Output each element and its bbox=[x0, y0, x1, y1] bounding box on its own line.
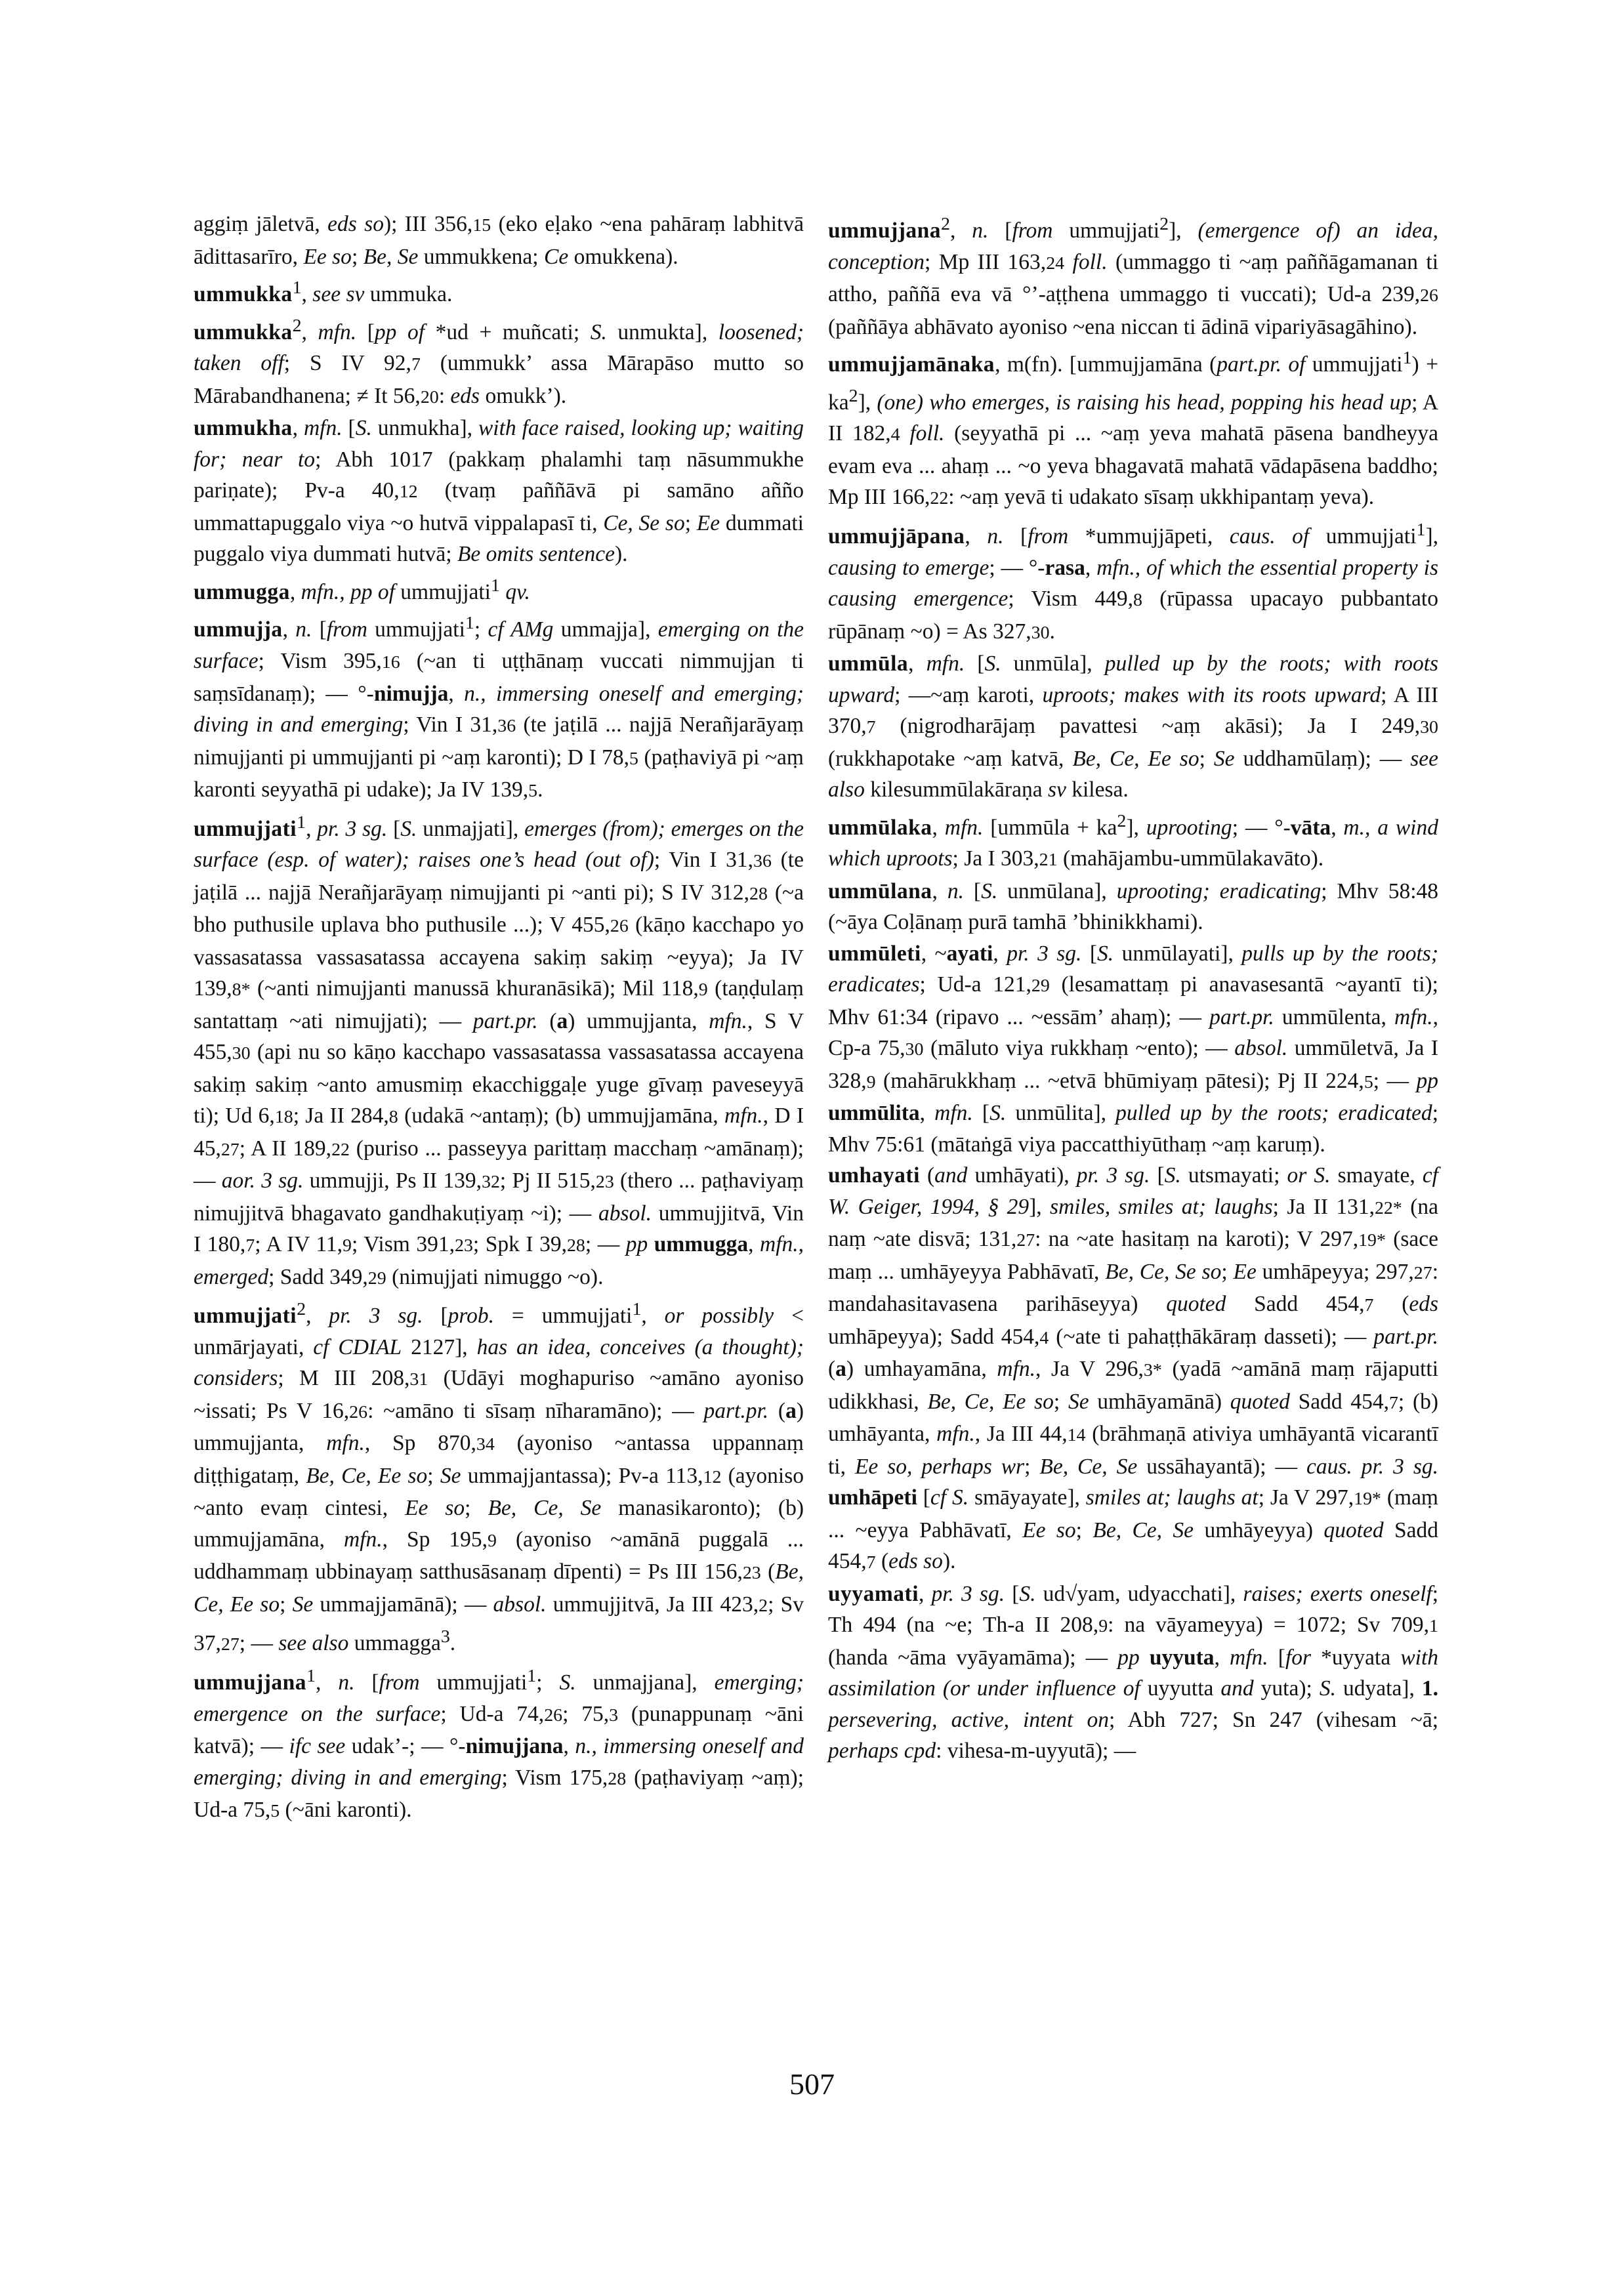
dictionary-entry: ummujjati$^2$, pr. 3 sg. [prob. = ummujjati$^1$, or possibly < unmārjayati, cf CDIAL 2127], has an idea, conceives (a thought); considers; M III 208,31 (Udāyi moghapuriso ~amāno ayoniso ~issati; Ps V 16,26: ~amāno ti sīsaṃ nīharamāno); — part.pr. (a) ummujjanta, mfn., Sp 870,34 (ayoniso ~antassa uppannaṃ diṭṭhigataṃ, Be, Ce, Ee so; Se ummajjantassa); Pv-a 113,12 (ayoniso ~anto evaṃ cintesi, Ee so; Be, Ce, Se manasikaronto); (b) ummujjamāna, mfn., Sp 195,9 (ayoniso ~amānā puggalā ... uddhammaṃ ubbinayaṃ satthusāsanaṃ dīpenti) = Ps III 156,23 (Be, Ce, Ee so; Se ummajjamānā); — absol. ummujjitvā, Ja III 423,2; Sv 37,27; — see also ummagga$^3$. bbox=[194, 1299, 804, 1656]
right-column bbox=[828, 209, 1438, 1767]
dictionary-entry: ummujjati$^1$, pr. 3 sg. [S. unmajjati], emerges (from); emerges on the surface (esp. of water); raises one’s head (out of); Vin I 31,36 (te jaṭilā ... najjā Nerañjarāyaṃ nimujjanti pi ~anti pi); S IV 312,28 (~a bho puthusile uplava bho puthusile ...); V 455,26 (kāṇo kacchapo yo vassasatassa vassasatassa accayena sakiṃ sakiṃ ~eyya); Ja IV 139,8* (~anti nimujjanti manussā khuranāsikā); Mil 118,9 (taṇḍulaṃ santattaṃ ~ati nimujjati); — part.pr. (a) ummujjanta, mfn., S V 455,30 (api nu so kāṇo kacchapo vassasatassa vassasatassa accayena sakiṃ sakiṃ ~anto amusmiṃ ekacchiggaḷe yuge gīvaṃ paveseyyā ti); Ud 6,18; Ja II 284,8 (udakā ~antaṃ); (b) ummujjamāna, mfn., D I 45,27; A II 189,22 (puriso ... passeyya parittaṃ macchaṃ ~amānaṃ); — aor. 3 sg. ummujji, Ps II 139,32; Pj II 515,23 (thero ... paṭhaviyaṃ nimujjitvā bhagavato gandhakuṭiyaṃ ~i); — absol. ummujjitvā, Vin I 180,7; A IV 11,9; Vism 391,23; Spk I 39,28; — pp ummugga, mfn., emerged; Sadd 349,29 (nimujjati nimuggo ~o). bbox=[194, 812, 804, 1289]
dictionary-entry: ummukha, mfn. [S. unmukha], with face raised, looking up; waiting for; near to; Abh 1017 (pakkaṃ phalamhi taṃ nāsummukhe pariṇate); Pv-a 40,12 (tvaṃ paññāvā pi samāno añño ummattapuggalo viya ~o hutvā vippalapasī ti, Ce, Se so; Ee dummati puggalo viya dummati hutvā; Be omits sentence). bbox=[194, 416, 804, 567]
dictionary-entry: ummūleti, ~ayati, pr. 3 sg. [S. unmūlayati], pulls up by the roots; eradicates; Ud-a 121,29 (lesamattaṃ pi anavasesantā ~ayantī ti); Mhv 61:34 (ripavo ... ~essām’ ahaṃ); — part.pr. ummūlenta, mfn., Cp-a 75,30 (māluto viya rukkhaṃ ~ento); — absol. ummūletvā, Ja I 328,9 (mahārukkhaṃ ... ~etvā bhūmiyaṃ pātesi); Pj II 224,5; — pp ummūlita, mfn. [S. unmūlita], pulled up by the roots; eradicated; Mhv 75:61 (mātaṅgā viya paccatthiyūthaṃ ~aṃ karuṃ). bbox=[828, 941, 1439, 1157]
left-column bbox=[194, 209, 804, 1827]
dictionary-entry: ummujja, n. [from ummujjati$^1$; cf AMg ummajja], emerging on the surface; Vism 395,16 (~an ti uṭṭhānaṃ vuccati nimmujjan ti saṃsīdanaṃ); — °-nimujja, n., immersing oneself and emerging; diving in and emerging; Vin I 31,36 (te jaṭilā ... najjā Nerañjarāyaṃ nimujjanti pi ummujjanti pi ~aṃ karonti); D I 78,5 (paṭhaviyā pi ~aṃ karonti seyyathā pi udake); Ja IV 139,5. bbox=[194, 613, 804, 802]
dictionary-entry: uyyamati, pr. 3 sg. [S. ud√yam, udyacchati], raises; exerts oneself; Th 494 (na ~e; Th-a II 208,9: na vāyameyya) = 1072; Sv 709,1 (handa ~āma vyāyamāma); — pp uyyuta, mfn. [for *uyyata with assimilation (or under influence of uyyutta and yuta); S. udyata], 1. persevering, active, intent on; Abh 727; Sn 247 (vihesam ~ā; perhaps cpd: vihesa-m-uyyutā); — bbox=[828, 1581, 1439, 1764]
dictionary-entry: ummūla, mfn. [S. unmūla], pulled up by the roots; with roots upward; —~aṃ karoti, uproots; makes with its roots upward; A III 370,7 (nigrodharājaṃ pavattesi ~aṃ akāsi); Ja I 249,30 (rukkhapotake ~aṃ katvā, Be, Ce, Ee so; Se uddhamūlaṃ); — see also kilesummūlakāraṇa sv kilesa. bbox=[828, 651, 1439, 802]
dictionary-entry: ummugga, mfn., pp of ummujjati$^1$ qv. bbox=[194, 575, 530, 604]
dictionary-entry: ummujjana$^2$, n. [from ummujjati$^2$], (emergence of) an idea, conception; Mp III 163,24 foll. (ummaggo ti ~aṃ paññāgamanan ti attho, paññā eva vā °’-aṭṭhena ummaggo ti vuccati); Ud-a 239,26 (paññāya abhāvato ayoniso ~ena niccan ti ādinā vipariyāsagāhino). bbox=[828, 214, 1438, 339]
dictionary-entry: ummujjamānaka, m(fn). [ummujjamāna (part.pr. of ummujjati$^1$) + $ka^2$], (one) who emerges, is raising his head, popping his head up; A II 182,4 foll. (seyyathā pi ... ~aṃ yeva mahatā pāsena bandheyya evam eva ... ahaṃ ... ~o yeva bhagavatā mahatā vādapāsena baddho; Mp III 166,22: ~aṃ yevā ti udakato sīsaṃ ukkhipantaṃ yeva). bbox=[828, 348, 1439, 510]
page-number: 507 bbox=[789, 2067, 835, 2101]
dictionary-entry: umhayati (and umhāyati), pr. 3 sg. [S. utsmayati; or S. smayate, cf W. Geiger, 1994, § 29], smiles, smiles at; laughs; Ja II 131,22* (na naṃ ~ate disvā; 131,27: na ~ate hasitaṃ na karoti); V 297,19* (sace maṃ ... umhāyeyya Pabhāvatī, Be, Ce, Se so; Ee umhāpeyya; 297,27: mandahasitavasena parihāseyya) quoted Sadd 454,7 (eds umhāpeyya); Sadd 454,4 (~ate ti pahaṭṭhākāraṃ dasseti); — part.pr. (a) umhayamāna, mfn., Ja V 296,3* (yadā ~amānā maṃ rājaputti udikkhasi, Be, Ce, Ee so; Se umhāyamānā) quoted Sadd 454,7; (b) umhāyanta, mfn., Ja III 44,14 (brāhmaṇā ativiya umhāyantā vicarantī ti, Ee so, perhaps wr; Be, Ce, Se ussāhayantā); — caus. pr. 3 sg. umhāpeti [cf S. smāyayate], smiles at; laughs at; Ja V 297,19* (maṃ ... ~eyya Pabhāvatī, Ee so; Be, Ce, Se umhāyeyya) quoted Sadd 454,7 (eds so). bbox=[828, 1163, 1439, 1574]
continued-entry-text: aggiṃ jāletvā, eds so); III 356,15 (eko eḷako ~ena pahāraṃ labhitvā ādittasarīro, Ee so; Be, Se ummukkena; Ce omukkena). bbox=[194, 212, 804, 269]
dictionary-entry: ummukka$^1$, see sv ummuka. bbox=[194, 278, 453, 307]
dictionary-entry: ummujjana$^1$, n. [from ummujjati$^1$; S. unmajjana], emerging; emergence on the surface; Ud-a 74,26; 75,3 (punappunaṃ ~āni katvā); — ifc see udak’-; — °-nimujjana, n., immersing oneself and emerging; diving in and emerging; Vism 175,28 (paṭhaviyaṃ ~aṃ); Ud-a 75,5 (~āni karonti). bbox=[194, 1666, 804, 1823]
dictionary-entry: ummūlaka, mfn. [ummūla + $ka^2$], uprooting; — °-vāta, m., a wind which uproots; Ja I 303,21 (mahājambu-ummūlakavāto). bbox=[828, 810, 1438, 871]
dictionary-entry: ummujjāpana, n. [from *ummujjāpeti, caus. of ummujjati$^1$], causing to emerge; — °-rasa, mfn., of which the essential property is causing emergence; Vism 449,8 (rūpassa upacayo pubbantato rūpānaṃ ~o) = As 327,30. bbox=[828, 519, 1438, 644]
dictionary-entry: ummūlana, n. [S. unmūlana], uprooting; eradicating; Mhv 58:48 (~āya Coḷānaṃ purā tamhā ’bhinikkhami). bbox=[828, 879, 1439, 935]
dictionary-entry: ummukka$^2$, mfn. [pp of *ud + muñcati; S. unmukta], loosened; taken off; S IV 92,7 (ummukk’ assa Mārapāso mutto so Mārabandhanena; ≠ It 56,20: eds omukk’). bbox=[194, 315, 804, 408]
